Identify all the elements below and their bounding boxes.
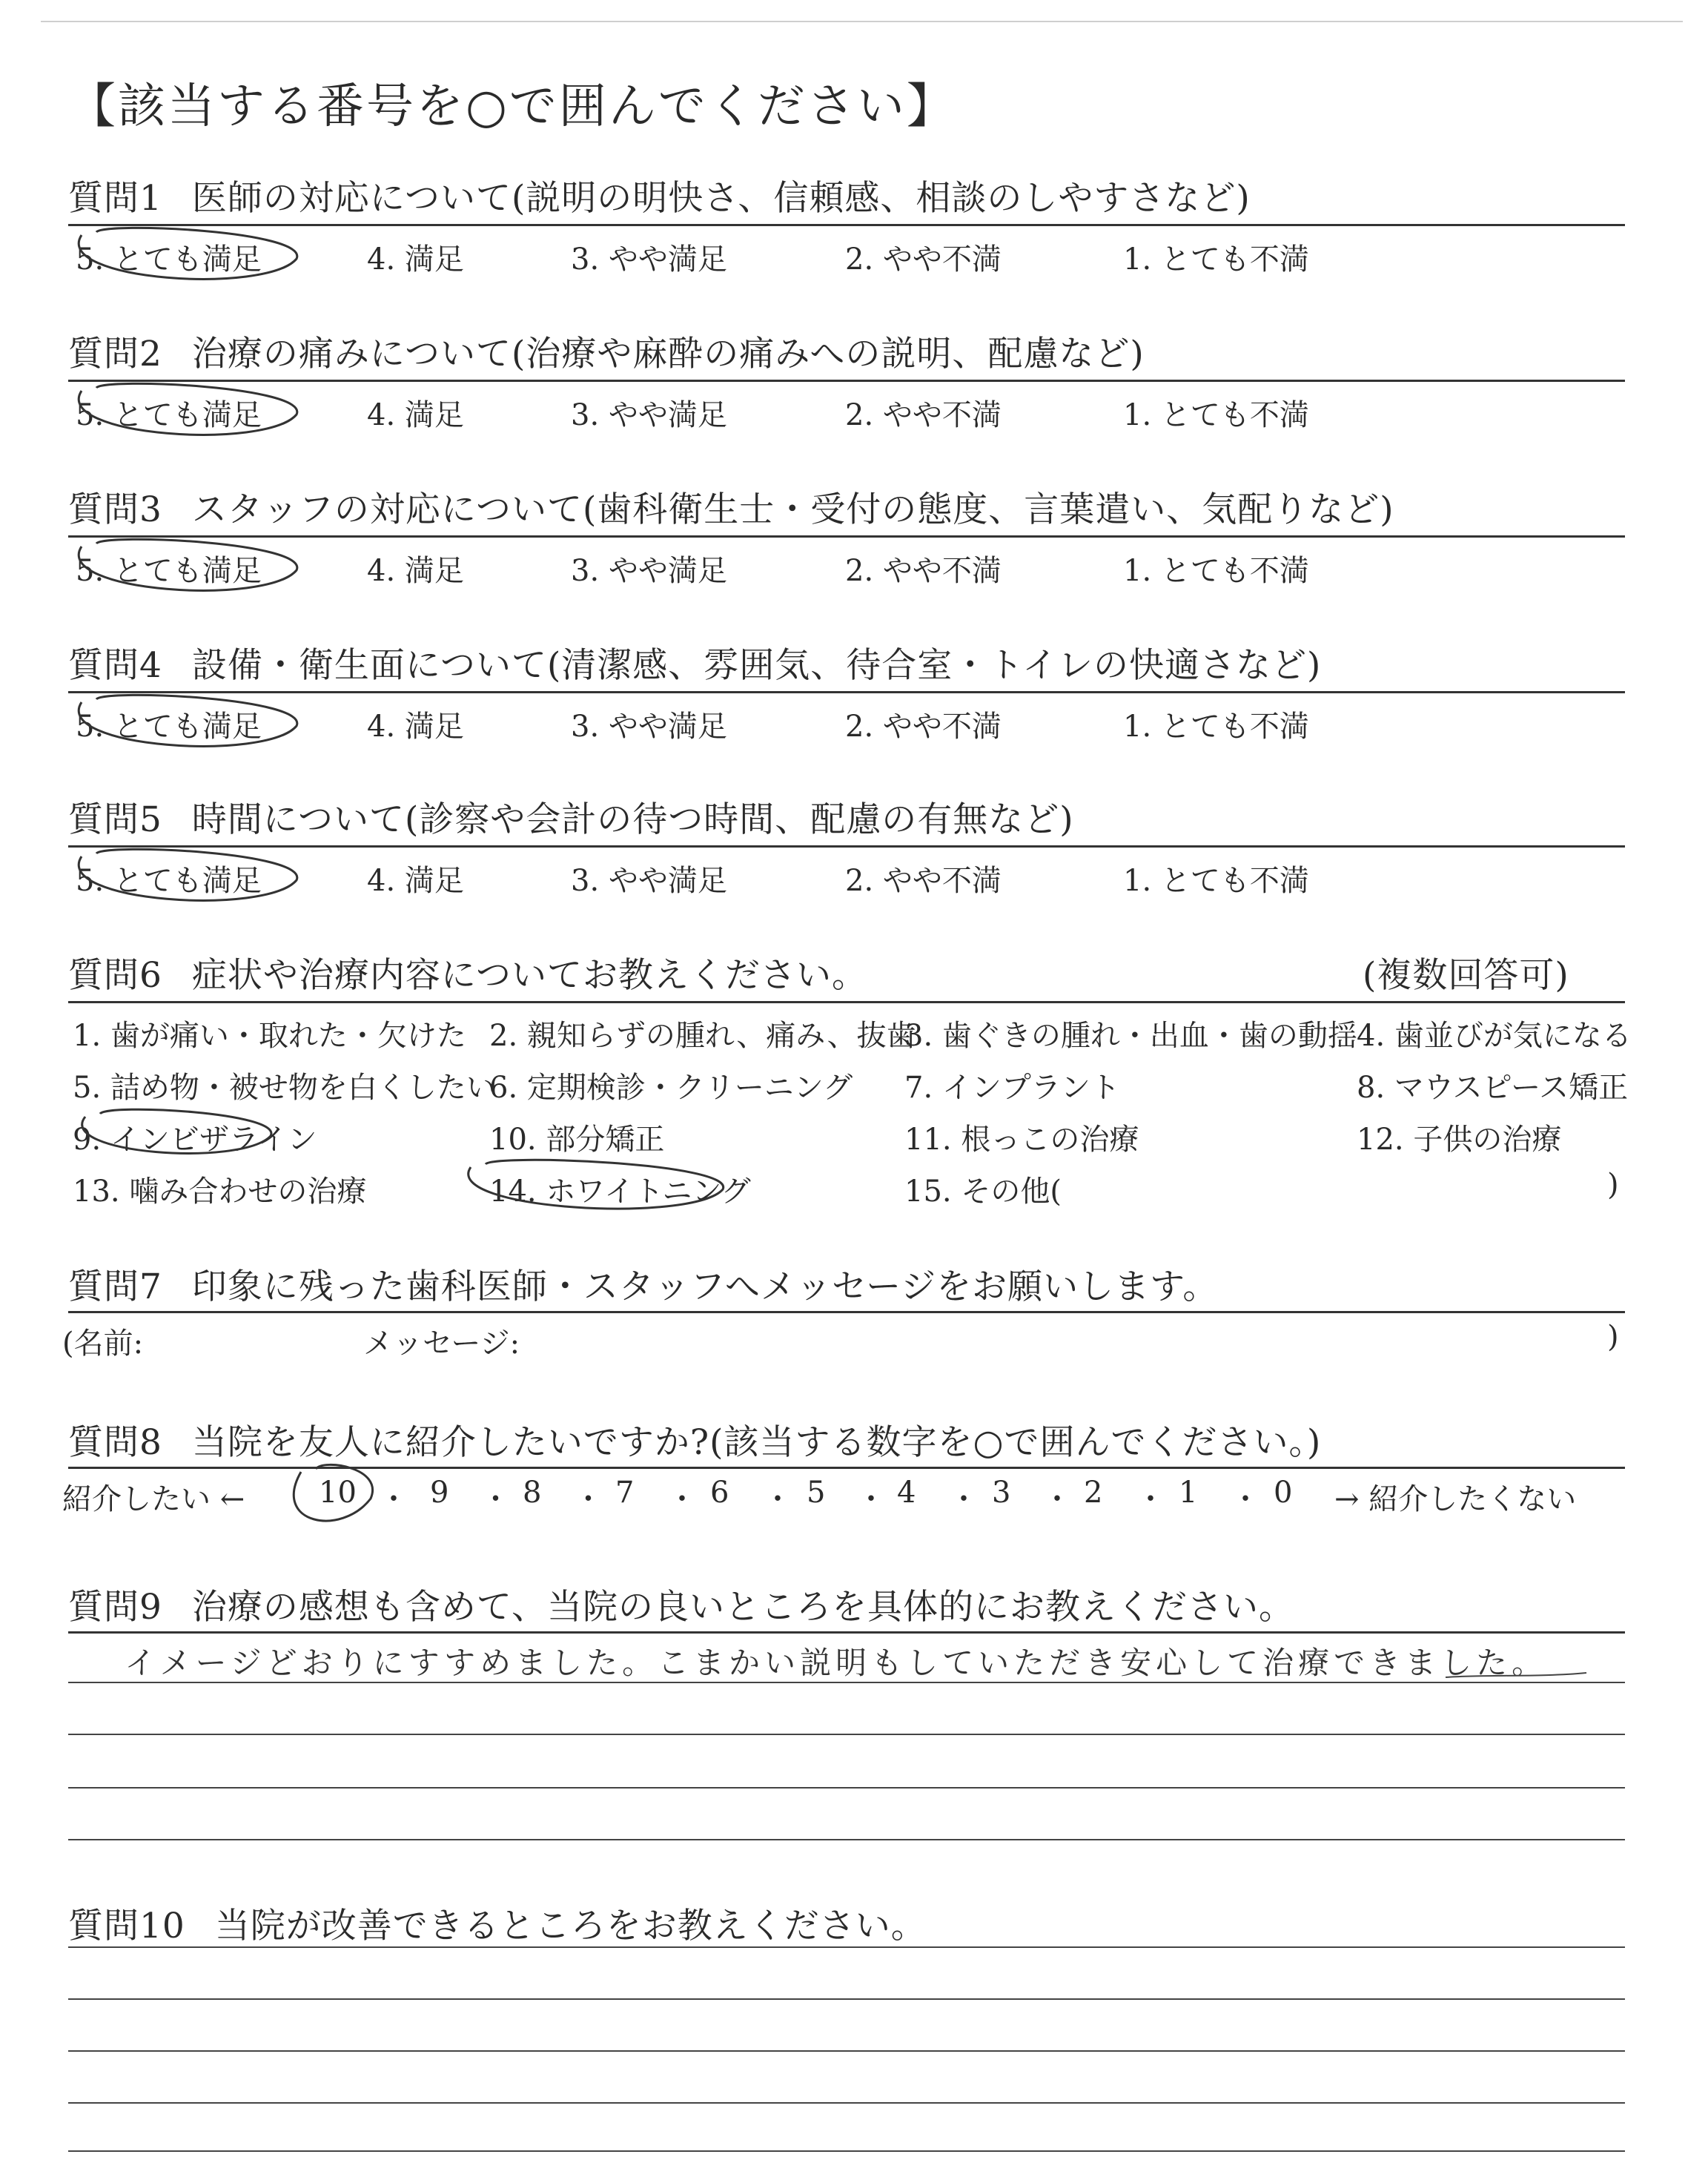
treatment-option[interactable]: 15. その他( [904,1175,1062,1209]
other-close-paren: ) [1607,1168,1619,1202]
rating-option[interactable]: 2. やや不満 [845,554,1002,588]
question-text: 治療の痛みについて(治療や麻酔の痛みへの説明、配慮など) [191,334,1145,374]
handwritten-answer[interactable]: イメージどおりにすすめました。こまかい説明もしていただき安心して治療できました。 [125,1645,1548,1681]
treatment-option[interactable]: 1. 歯が痛い・取れた・欠けた [73,1019,466,1053]
question-text: 時間について(診察や会計の待つ時間、配慮の有無など) [191,799,1074,840]
rating-option[interactable]: 4. 満足 [367,864,464,898]
selection-circle [79,228,297,279]
question-text: 治療の感想も含めて、当院の良いところを具体的にお教えください。 [191,1587,1294,1628]
rating-option[interactable]: 3. やや満足 [571,398,727,432]
rating-option[interactable]: 4. 満足 [367,242,464,277]
treatment-option[interactable]: 7. インプラント [904,1071,1120,1105]
message-close-paren: ) [1607,1320,1619,1354]
score-option[interactable]: 2 [1084,1476,1103,1510]
score-separator: ・ [1136,1482,1165,1516]
score-separator: ・ [763,1482,792,1516]
question-text: 当院が改善できるところをお教えください。 [214,1906,927,1946]
rating-option[interactable]: 3. やや満足 [571,554,727,588]
score-separator: ・ [949,1482,979,1516]
score-option[interactable]: 8 [523,1476,542,1510]
rating-option[interactable]: 2. やや不満 [845,864,1002,898]
rating-option[interactable]: 2. やや不満 [845,398,1002,432]
rating-option[interactable]: 1. とても不満 [1123,398,1309,432]
selection-circle [79,539,297,590]
score-separator: ・ [667,1482,697,1516]
page-title: 【該当する番号を○で囲んでください】 [68,79,956,134]
question-text: 症状や治療内容についてお教えください。 [191,955,867,996]
question-text: 医師の対応について(説明の明快さ、信頼感、相談のしやすさなど) [191,178,1251,219]
rating-option[interactable]: 1. とても不満 [1123,242,1309,277]
score-option[interactable]: 5 [807,1476,826,1510]
selection-circle [294,1464,372,1521]
treatment-option[interactable]: 4. 歯並びが気になる [1357,1019,1632,1053]
rating-option[interactable]: 5. とても満足 [76,554,262,588]
question-number: 質問2 [68,334,162,374]
treatment-option[interactable]: 2. 親知らずの腫れ、痛み、抜歯 [489,1019,916,1053]
treatment-option[interactable]: 3. 歯ぐきの腫れ・出血・歯の動揺 [904,1019,1357,1053]
question-number: 質問10 [68,1906,185,1946]
question-number: 質問4 [68,645,162,686]
selection-circle [79,383,297,435]
question-number: 質問6 [68,955,162,996]
rating-option[interactable]: 5. とても満足 [76,242,262,277]
question-number: 質問9 [68,1587,162,1628]
treatment-option[interactable]: 8. マウスピース矯正 [1357,1071,1629,1105]
score-option[interactable]: 3 [992,1476,1011,1510]
answer-underline-stroke [1446,1673,1586,1677]
question-number: 質問1 [68,178,162,219]
rating-option[interactable]: 5. とても満足 [76,864,262,898]
recommend-right-label: → 紹介したくない [1334,1482,1577,1516]
rating-option[interactable]: 3. やや満足 [571,710,727,744]
score-option[interactable]: 9 [430,1476,449,1510]
name-label: (名前: [62,1327,144,1361]
rating-option[interactable]: 4. 満足 [367,710,464,744]
treatment-option[interactable]: 14. ホワイトニング [489,1175,751,1209]
score-option[interactable]: 0 [1274,1476,1293,1510]
question-number: 質問3 [68,489,162,530]
question-number: 質問7 [68,1266,162,1307]
selection-circle [79,849,297,900]
treatment-option[interactable]: 9. インビザライン [73,1123,317,1157]
treatment-option[interactable]: 6. 定期検診・クリーニング [489,1071,853,1105]
score-option[interactable]: 6 [710,1476,729,1510]
message-label: メッセージ: [363,1327,520,1361]
question-number: 質問5 [68,799,162,840]
rating-option[interactable]: 4. 満足 [367,554,464,588]
question-number: 質問8 [68,1422,162,1463]
rating-option[interactable]: 1. とても不満 [1123,554,1309,588]
rating-option[interactable]: 1. とても不満 [1123,710,1309,744]
rating-option[interactable]: 4. 満足 [367,398,464,432]
score-option[interactable]: 1 [1179,1476,1198,1510]
question-text: スタッフの対応について(歯科衛生士・受付の態度、言葉遣い、気配りなど) [191,489,1394,530]
treatment-option[interactable]: 10. 部分矯正 [489,1123,665,1157]
rating-option[interactable]: 5. とても満足 [76,710,262,744]
rating-option[interactable]: 2. やや不満 [845,710,1002,744]
selection-circle [469,1160,724,1209]
score-option[interactable]: 7 [615,1476,635,1510]
question-text: 当院を友人に紹介したいですか?(該当する数字を○で囲んでください。) [191,1422,1322,1463]
score-separator: ・ [1231,1482,1260,1516]
score-separator: ・ [856,1482,886,1516]
question-text: 設備・衛生面について(清潔感、雰囲気、待合室・トイレの快適さなど) [191,645,1322,686]
selection-circle [82,1109,271,1153]
rating-option[interactable]: 5. とても満足 [76,398,262,432]
score-separator: ・ [573,1482,603,1516]
score-option[interactable]: 4 [897,1476,916,1510]
selection-circle [79,695,297,746]
treatment-option[interactable]: 5. 詰め物・被せ物を白くしたい [73,1071,496,1105]
recommend-left-label: 紹介したい ← [62,1482,245,1516]
rating-option[interactable]: 3. やや満足 [571,864,727,898]
question-text: 印象に残った歯科医師・スタッフへメッセージをお願いします。 [191,1266,1219,1307]
score-separator: ・ [480,1482,511,1516]
score-option[interactable]: 10 [319,1476,357,1510]
treatment-option[interactable]: 13. 噛み合わせの治療 [73,1175,367,1209]
rating-option[interactable]: 3. やや満足 [571,242,727,277]
score-separator: ・ [1042,1482,1072,1516]
score-separator: ・ [379,1482,408,1516]
rating-option[interactable]: 1. とても不満 [1123,864,1309,898]
rating-option[interactable]: 2. やや不満 [845,242,1002,277]
treatment-option[interactable]: 12. 子供の治療 [1357,1123,1562,1157]
multiple-answers-note: (複数回答可) [1363,955,1569,996]
treatment-option[interactable]: 11. 根っこの治療 [904,1123,1139,1157]
